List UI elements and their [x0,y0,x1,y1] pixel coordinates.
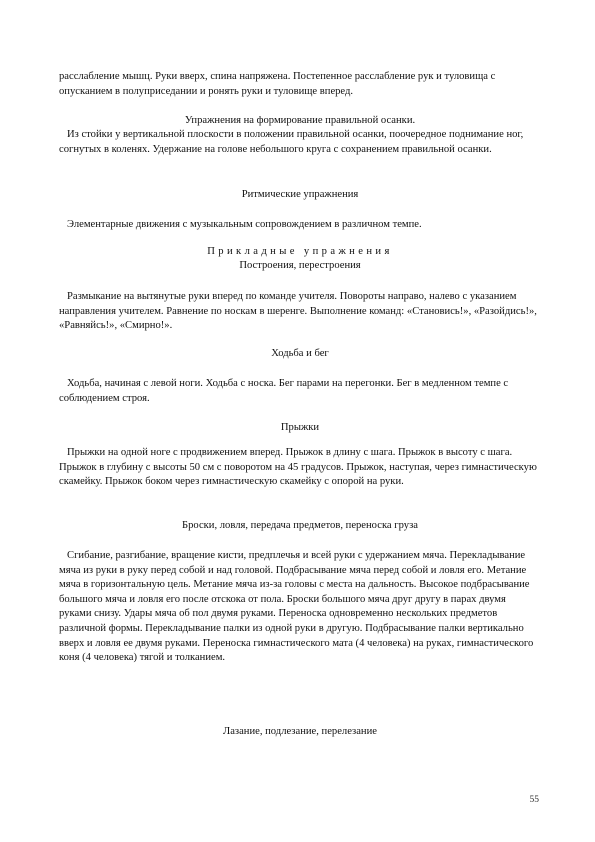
page-number: 55 [529,795,539,805]
heading-rhythmic-exercises: Ритмические упражнения [241,189,359,200]
heading-throws-catching: Броски, ловля, передача предметов, переноска груза [182,520,418,531]
heading-posture-exercises: Упражнения на формирование правильной осанки. [184,115,416,126]
heading-climbing: Лазание, подлезание, перелезание [223,726,377,737]
paragraph-formations: Размыкание на вытянутые руки вперед по команде учителя. Повороты направо, налево с указанием направления учителем. Равнение по носкам в шеренге. Выполнение команд: «Становись!», «Разойдись!», «Равняйсь!», «Смирно!». [59,291,537,332]
heading-walking-running: Ходьба и бег [271,348,329,359]
paragraph-jumps: Прыжки на одной ноге с продвижением вперед. Прыжок в длину с шага. Прыжок в высоту с шага. Прыжок в глубину с высоты 50 см с поворотом на 45 градусов. Прыжок, наступая, через гимнастическую скамейку. Прыжок боком через гимнастическую скамейку с опорой на руки. [59,447,537,488]
paragraph-throws-catching: Сгибание, разгибание, вращение кисти, предплечья и всей руки с удержанием мяча. Перекладывание мяча из руки в руку перед собой и над головой. Подбрасывание мяча перед собой и ловля его. Метание мяча в горизонтальную цель. Метание мяча из-за головы с места на дальность. Высокое подбрасывание большого мяча и ловля его после отскока от пола. Броски большого мяча друг другу в парах двумя руками снизу. Удары мяча об пол двумя руками. Переноска одновременно нескольких предметов различной формы. Перекладывание палки из одной руки в другую. Подбрасывание палки вертикально вверх и ловля ее двумя руками. Переноска гимнастического мата (4 человека) на руках, гимнастического коня (4 человека) тягой и толканием. [59,550,534,664]
paragraph-rhythmic: Элементарные движения с музыкальным сопровождением в различном темпе. [67,219,422,230]
paragraph-relaxation: расслабление мышц. Руки вверх, спина напряжена. Постепенное расслабление рук и туловища с опусканием в полуприседании и ронять руки и туловище вперед. [59,71,496,97]
heading-formations: Построения, перестроения [239,260,361,271]
heading-jumps: Прыжки [280,422,320,433]
heading-applied-exercises: Прикладные упражнения [207,246,393,257]
paragraph-walking-running: Ходьба, начиная с левой ноги. Ходьба с носка. Бег парами на перегонки. Бег в медленном темпе с соблюдением строя. [59,378,509,404]
paragraph-posture: Из стойки у вертикальной плоскости в положении правильной осанки, поочередное поднимание ног, согнутых в коленях. Удержание на голове небольшого круга с сохранением правильной осанки. [59,129,524,155]
